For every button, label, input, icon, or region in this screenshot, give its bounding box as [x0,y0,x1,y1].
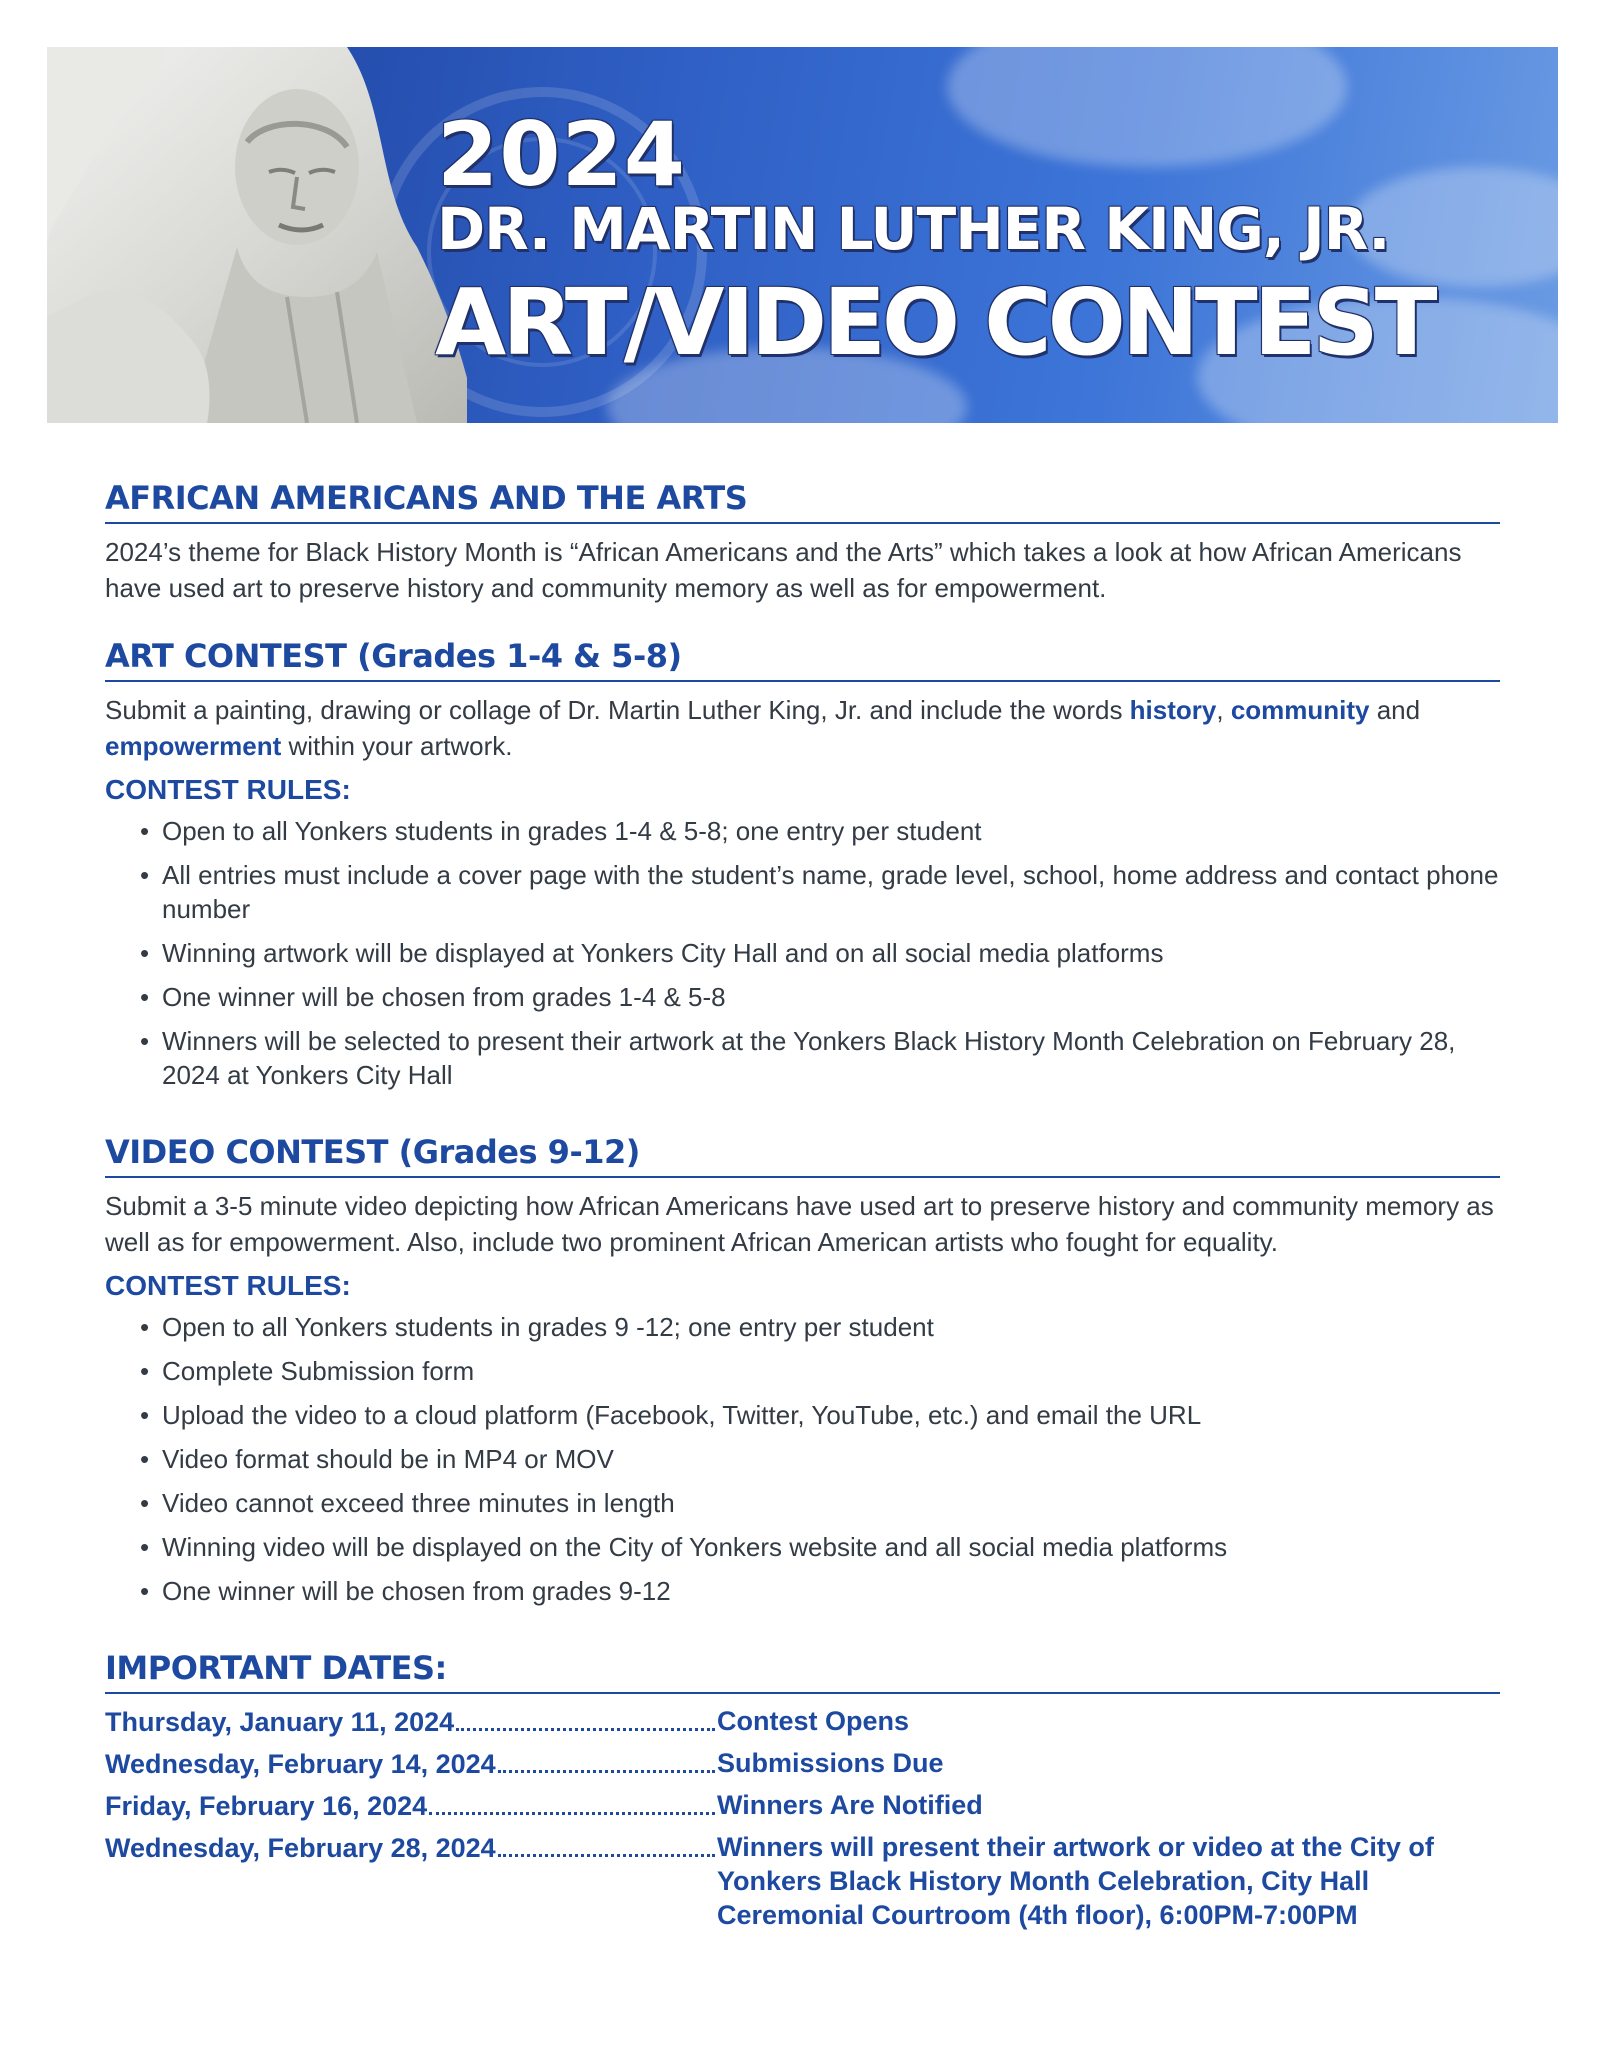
rule-item: • Winning artwork will be displayed at Yonkers City Hall and on all social media platforms [140,936,1500,970]
date-row [105,1746,1500,1782]
rule-item: • All entries must include a cover page with the student’s name, grade level, school, home address and contact phone number [140,858,1500,926]
rule-item: • Open to all Yonkers students in grades 9 -12; one entry per student [140,1310,1500,1344]
keyword-empowerment: empowerment [105,731,282,761]
dot-leader [498,1746,715,1773]
video-rules-heading: CONTEST RULES: [105,1270,351,1301]
intro-separator: , [1216,695,1231,725]
date-event: Winners will present their artwork or video at the City of Yonkers Black History Month Celebration, City Hall Ceremonial Courtroom (4th floor), 6:00PM-7:00PM [717,1832,1434,1930]
date-event: Submissions Due [717,1748,944,1778]
video-contest-heading: VIDEO CONTEST (Grades 9-12) [105,1132,1500,1178]
rule-item: • Upload the video to a cloud platform (Facebook, Twitter, YouTube, etc.) and email the URL [140,1398,1500,1432]
intro-text: Submit a painting, drawing or collage of Dr. Martin Luther King, Jr. and include the words [105,695,1130,725]
date-row [105,1830,1500,1932]
date-label: Thursday, January 11, 2024 [105,1707,455,1737]
date-label: Wednesday, February 14, 2024 [105,1749,496,1779]
rule-item: • Winners will be selected to present their artwork at the Yonkers Black History Month Celebration on February 28, 2024 at Yonkers City Hall [140,1024,1500,1092]
art-contest-heading: ART CONTEST (Grades 1-4 & 5-8) [105,636,1500,682]
date-event: Winners Are Notified [717,1790,983,1820]
keyword-history: history [1129,695,1217,725]
date-label: Wednesday, February 28, 2024 [105,1833,496,1863]
rule-item: • One winner will be chosen from grades 1-4 & 5-8 [140,980,1500,1014]
dates-list [105,1704,1500,1932]
important-dates-heading: IMPORTANT DATES: [105,1648,1500,1694]
intro-text-end: within your artwork. [281,731,513,761]
intro-and: and [1369,695,1421,725]
art-rules-list [105,814,1500,1092]
art-rules-heading: CONTEST RULES: [105,774,351,805]
dot-leader [429,1788,715,1815]
rule-item: • Video cannot exceed three minutes in length [140,1486,1500,1520]
rule-item: • Winning video will be displayed on the City of Yonkers website and all social media platforms [140,1530,1500,1564]
art-contest-intro [105,692,1500,764]
video-rules-list [105,1310,1500,1608]
rule-item: • Complete Submission form [140,1354,1500,1388]
rule-item: • One winner will be chosen from grades 9-12 [140,1574,1500,1608]
video-contest-text: Submit a 3-5 minute video depicting how African Americans have used art to preserve history and community memory as well as for empowerment. Also, include two prominent African American artists who fought for equality. [105,1191,1494,1257]
dot-leader [498,1830,715,1857]
header-banner [47,47,1558,423]
keyword-community: community [1230,695,1370,725]
banner-year: 2024 [437,103,686,206]
rule-item: • Video format should be in MP4 or MOV [140,1442,1500,1476]
rule-item: • Open to all Yonkers students in grades 1-4 & 5-8; one entry per student [140,814,1500,848]
banner-title: ART/VIDEO CONTEST [435,269,1434,376]
main-content [105,478,1500,1938]
banner-subtitle: DR. MARTIN LUTHER KING, JR. [437,195,1390,263]
date-label: Friday, February 16, 2024 [105,1791,428,1821]
date-row [105,1704,1500,1740]
date-event: Contest Opens [717,1706,910,1736]
mlk-sculpture-image [47,47,467,423]
cloud-decoration [947,47,1347,167]
arts-text: 2024’s theme for Black History Month is “African Americans and the Arts” which takes a look at how African Americans have used art to preserve history and community memory as well as for empowerment. [105,537,1462,603]
date-row [105,1788,1500,1824]
arts-heading: AFRICAN AMERICANS AND THE ARTS [105,478,1500,524]
dot-leader [456,1704,715,1731]
